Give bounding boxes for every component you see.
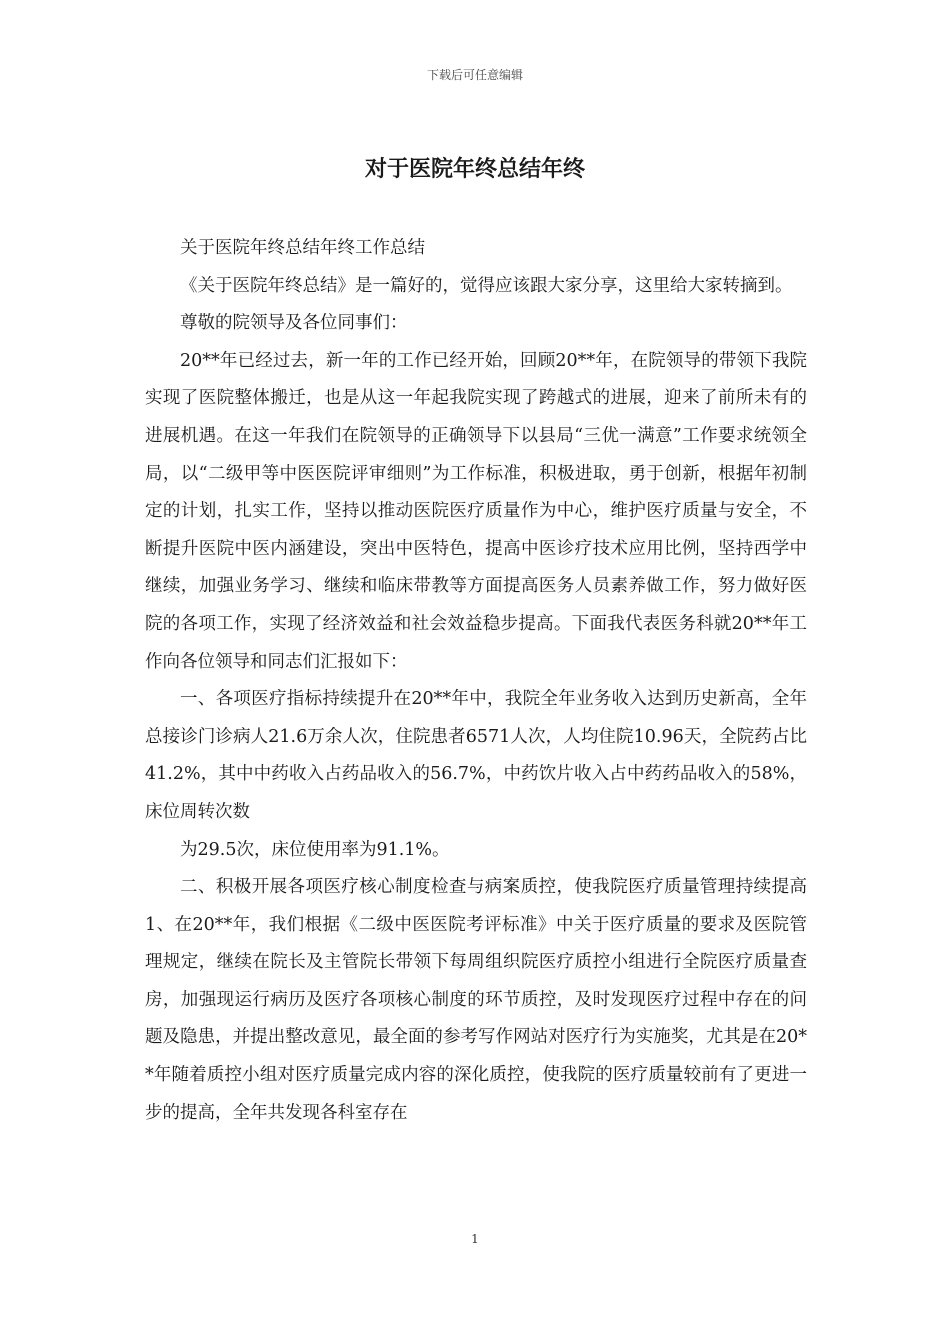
paragraph: 为29.5次，床位使用率为91.1%。 (180, 839, 450, 860)
paragraph: 《关于医院年终总结》是一篇好的，觉得应该跟大家分享，这里给大家转摘到。 (180, 275, 793, 296)
header-note: 下载后可任意编辑 (426, 68, 523, 82)
paragraph: 尊敬的院领导及各位同事们： (180, 313, 408, 334)
document-body (145, 230, 807, 1132)
page-number: 1 (471, 1232, 479, 1246)
paragraph: 关于医院年终总结年终工作总结 (180, 238, 425, 258)
paragraph: 二、积极开展各项医疗核心制度检查与病案质控，使我院医疗质量管理持续提高1、在20**年，我们根据《二级中医医院考评标准》中关于医疗质量的要求及医院管理规定，继续在院长及主管院长带领下每周组织院医疗质控小组进行全院医疗质量查房，加强现运行病历及医疗各项核心制度的环节质控，及时发现医疗过程中存在的问题及隐患，并提出整改意见，最全面的参考写作网站对医疗行为实施奖，尤其是在20**年随着质控小组对医疗质量完成内容的深化质控，使我院的医疗质量较前有了更进一步的提高，全年共发现各科室存在 (145, 877, 807, 1123)
document-title: 对于医院年终总结年终 (364, 157, 585, 182)
paragraph: 20**年已经过去，新一年的工作已经开始，回顾20**年，在院领导的带领下我院实现了医院整体搬迁，也是从这一年起我院实现了跨越式的进展，迎来了前所未有的进展机遇。在这一年我们在院领导的正确领导下以县局“三优一满意”工作要求统领全局，以“二级甲等中医医院评审细则”为工作标准，积极进取，勇于创新，根据年初制定的计划，扎实工作，坚持以推动医院医疗质量作为中心，维护医疗质量与安全，不断提升医院中医内涵建设，突出中医特色，提高中医诊疗技术应用比例，坚持西学中继续，加强业务学习、继续和临床带教等方面提高医务人员素养做工作，努力做好医院的各项工作，实现了经济效益和社会效益稳步提高。下面我代表医务科就20**年工作向各位领导和同志们汇报如下： (145, 350, 807, 672)
paragraph: 一、各项医疗指标持续提升在20**年中，我院全年业务收入达到历史新高，全年总接诊门诊病人21.6万余人次，住院患者6571人次，人均住院10.96天，全院药占比41.2%，其中中药收入占药品收入的56.7%，中药饮片收入占中药药品收入的58%，床位周转次数 (145, 689, 807, 822)
